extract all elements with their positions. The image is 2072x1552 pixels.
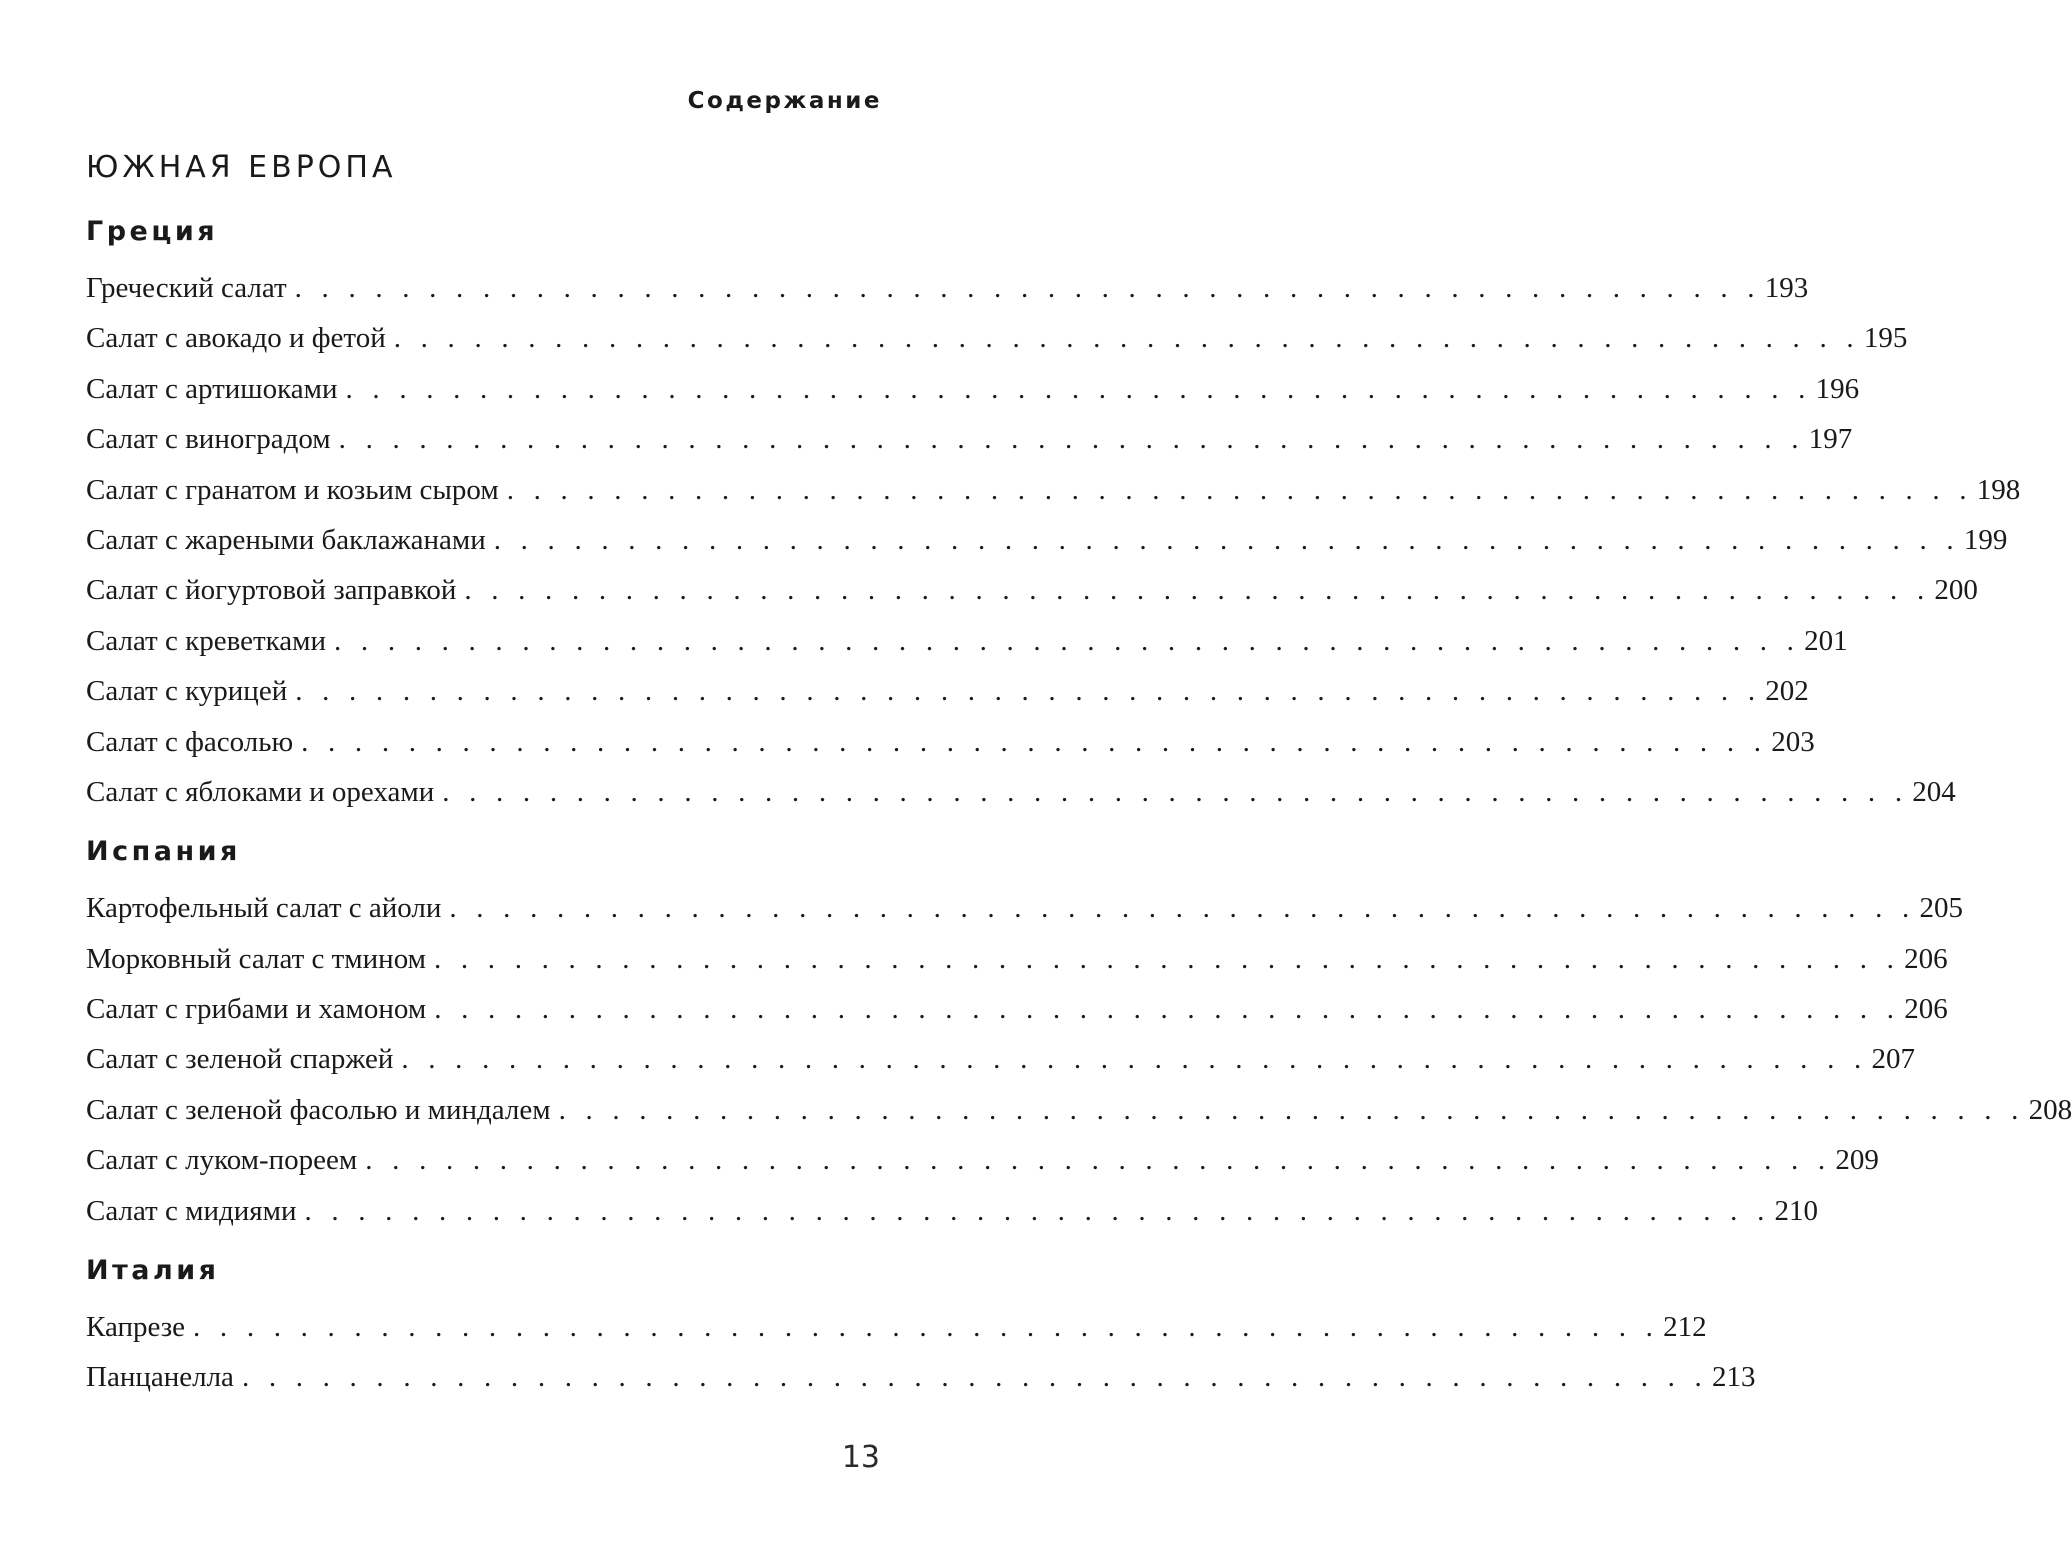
entry-title: Салат с зеленой спаржей: [86, 1043, 394, 1076]
section-title: Греция: [86, 216, 219, 247]
entry-title: Салат с зеленой фасолью и миндалем: [86, 1093, 551, 1126]
entry-title: Салат с артишоками: [86, 372, 338, 405]
entry-page-number: 207: [1871, 1043, 1915, 1076]
toc-entry[interactable]: [86, 717, 1815, 767]
entry-title: Греческий салат: [86, 272, 287, 304]
entry-title: Салат с креветками: [86, 624, 327, 657]
entry-title: Салат с виноградом: [86, 423, 331, 456]
toc-entry[interactable]: [86, 364, 1860, 414]
toc-entry[interactable]: [86, 984, 1948, 1034]
dot-leader: . . . . . . . . . . . . . . . . . . . . . . . . . . . . . . . . . . . . . . . . . . . . . . . . . . . . . . .: [449, 892, 1916, 925]
dot-leader: . . . . . . . . . . . . . . . . . . . . . . . . . . . . . . . . . . . . . . . . . . . . . . . . . . . . . . .: [434, 993, 1901, 1026]
dot-leader: . . . . . . . . . . . . . . . . . . . . . . . . . . . . . . . . . . . . . . . . . . . . . . . . . . . . . . .: [365, 1144, 1832, 1177]
dot-leader: . . . . . . . . . . . . . . . . . . . . . . . . . . . . . . . . . . . . . . . . . . . . . . . . . . . . . . .: [241, 1361, 1708, 1394]
dot-leader: . . . . . . . . . . . . . . . . . . . . . . . . . . . . . . . . . . . . . . . . . . . . . . . . . . . . . . .: [434, 942, 1901, 975]
toc-entry[interactable]: [86, 1186, 1819, 1236]
toc-entry[interactable]: [86, 616, 1848, 666]
entry-page-number: 195: [1863, 322, 1908, 355]
entry-page-number: 208: [2028, 1093, 2072, 1126]
dot-leader: . . . . . . . . . . . . . . . . . . . . . . . . . . . . . . . . . . . . . . . . . . . . . . . . . . . . . . .: [393, 322, 1860, 355]
running-head: Содержание: [687, 88, 882, 114]
entry-page-number: 210: [1774, 1194, 1819, 1227]
dot-leader: . . . . . . . . . . . . . . . . . . . . . . . . . . . . . . . . . . . . . . . . . . . . . . . . . . . . . . .: [301, 725, 1768, 758]
entry-page-number: 206: [1904, 993, 1948, 1026]
entry-title: Салат с фасолью: [86, 725, 294, 758]
table-of-contents: [86, 207, 2072, 1413]
dot-leader: . . . . . . . . . . . . . . . . . . . . . . . . . . . . . . . . . . . . . . . . . . . . . . . . . . . . . . .: [334, 624, 1801, 657]
entry-title: Салат с гранатом и козьим сыром: [86, 473, 499, 506]
entry-page-number: 193: [1764, 272, 1809, 304]
entry-page-number: 199: [1963, 523, 2008, 556]
dot-leader: . . . . . . . . . . . . . . . . . . . . . . . . . . . . . . . . . . . . . . . . . . . . . . . . . . . . . . .: [558, 1093, 2025, 1126]
entry-title: Картофельный салат с айоли: [86, 892, 442, 925]
entry-title: Салат с мидиями: [86, 1194, 297, 1227]
entry-page-number: 197: [1808, 423, 1853, 456]
section-title: Италия: [86, 1255, 220, 1287]
section-spacer: [86, 817, 838, 827]
entry-page-number: 209: [1835, 1144, 1879, 1177]
section-title: Испания: [86, 836, 241, 868]
entry-page-number: 201: [1804, 624, 1848, 657]
toc-entry[interactable]: [86, 565, 1978, 615]
toc-entry[interactable]: [86, 1352, 1756, 1402]
part-title: ЮЖНАЯ ЕВРОПА: [86, 150, 397, 185]
entry-page-number: 213: [1712, 1361, 1756, 1394]
entry-page-number: 206: [1904, 942, 1948, 975]
section-spacer: [86, 1403, 838, 1413]
entry-page-number: 202: [1765, 675, 1809, 708]
entry-title: Салат с жареными баклажанами: [86, 523, 486, 556]
entry-title: Капрезе: [86, 1311, 186, 1344]
entry-title: Салат с курицей: [86, 675, 288, 708]
toc-entry[interactable]: [86, 1034, 1915, 1084]
toc-entry[interactable]: [86, 666, 1809, 716]
dot-leader: . . . . . . . . . . . . . . . . . . . . . . . . . . . . . . . . . . . . . . . . . . . . . . . . . . . . . . .: [193, 1311, 1660, 1344]
page-number: 13: [841, 1440, 880, 1475]
entry-title: Панцанелла: [86, 1361, 234, 1394]
dot-leader: . . . . . . . . . . . . . . . . . . . . . . . . . . . . . . . . . . . . . . . . . . . . . . . . . . . . . . .: [464, 574, 1931, 607]
toc-entry[interactable]: [86, 1085, 2072, 1135]
dot-leader: . . . . . . . . . . . . . . . . . . . . . . . . . . . . . . . . . . . . . . . . . . . . . . . . . . . . . . .: [294, 272, 1761, 304]
toc-entry[interactable]: [86, 313, 1908, 363]
toc-entry[interactable]: [86, 263, 1809, 313]
toc-entry[interactable]: [86, 767, 1956, 817]
toc-entry[interactable]: [86, 465, 2021, 515]
entry-title: Салат с яблоками и орехами: [86, 775, 435, 808]
toc-entry[interactable]: [86, 1302, 1707, 1352]
entry-page-number: 203: [1771, 725, 1815, 758]
dot-leader: . . . . . . . . . . . . . . . . . . . . . . . . . . . . . . . . . . . . . . . . . . . . . . . . . . . . . . .: [493, 523, 1960, 556]
dot-leader: . . . . . . . . . . . . . . . . . . . . . . . . . . . . . . . . . . . . . . . . . . . . . . . . . . . . . . .: [442, 775, 1909, 808]
toc-entry[interactable]: [86, 1135, 1879, 1185]
dot-leader: . . . . . . . . . . . . . . . . . . . . . . . . . . . . . . . . . . . . . . . . . . . . . . . . . . . . . . .: [401, 1043, 1868, 1076]
dot-leader: . . . . . . . . . . . . . . . . . . . . . . . . . . . . . . . . . . . . . . . . . . . . . . . . . . . . . . .: [304, 1194, 1771, 1227]
entry-title: Салат с луком-пореем: [86, 1144, 358, 1177]
dot-leader: . . . . . . . . . . . . . . . . . . . . . . . . . . . . . . . . . . . . . . . . . . . . . . . . . . . . . . .: [345, 372, 1812, 405]
dot-leader: . . . . . . . . . . . . . . . . . . . . . . . . . . . . . . . . . . . . . . . . . . . . . . . . . . . . . . .: [506, 473, 1973, 506]
toc-entry[interactable]: [86, 883, 1963, 933]
entry-page-number: 204: [1912, 775, 1956, 808]
entry-title: Салат с йогуртовой заправкой: [86, 574, 457, 607]
entry-page-number: 196: [1815, 372, 1860, 405]
dot-leader: . . . . . . . . . . . . . . . . . . . . . . . . . . . . . . . . . . . . . . . . . . . . . . . . . . . . . . .: [295, 675, 1762, 708]
entry-page-number: 205: [1919, 892, 1963, 925]
toc-entry[interactable]: [86, 934, 1948, 984]
entry-title: Морковный салат с тмином: [86, 942, 426, 975]
entry-title: Салат с авокадо и фетой: [86, 322, 386, 355]
toc-entry[interactable]: [86, 515, 2008, 565]
toc-entry[interactable]: [86, 414, 1853, 464]
section-spacer: [86, 1236, 838, 1246]
entry-page-number: 198: [1976, 473, 2021, 506]
dot-leader: . . . . . . . . . . . . . . . . . . . . . . . . . . . . . . . . . . . . . . . . . . . . . . . . . . . . . . .: [338, 423, 1805, 456]
entry-title: Салат с грибами и хамоном: [86, 993, 427, 1026]
entry-page-number: 212: [1663, 1311, 1707, 1344]
entry-page-number: 200: [1934, 574, 1978, 607]
